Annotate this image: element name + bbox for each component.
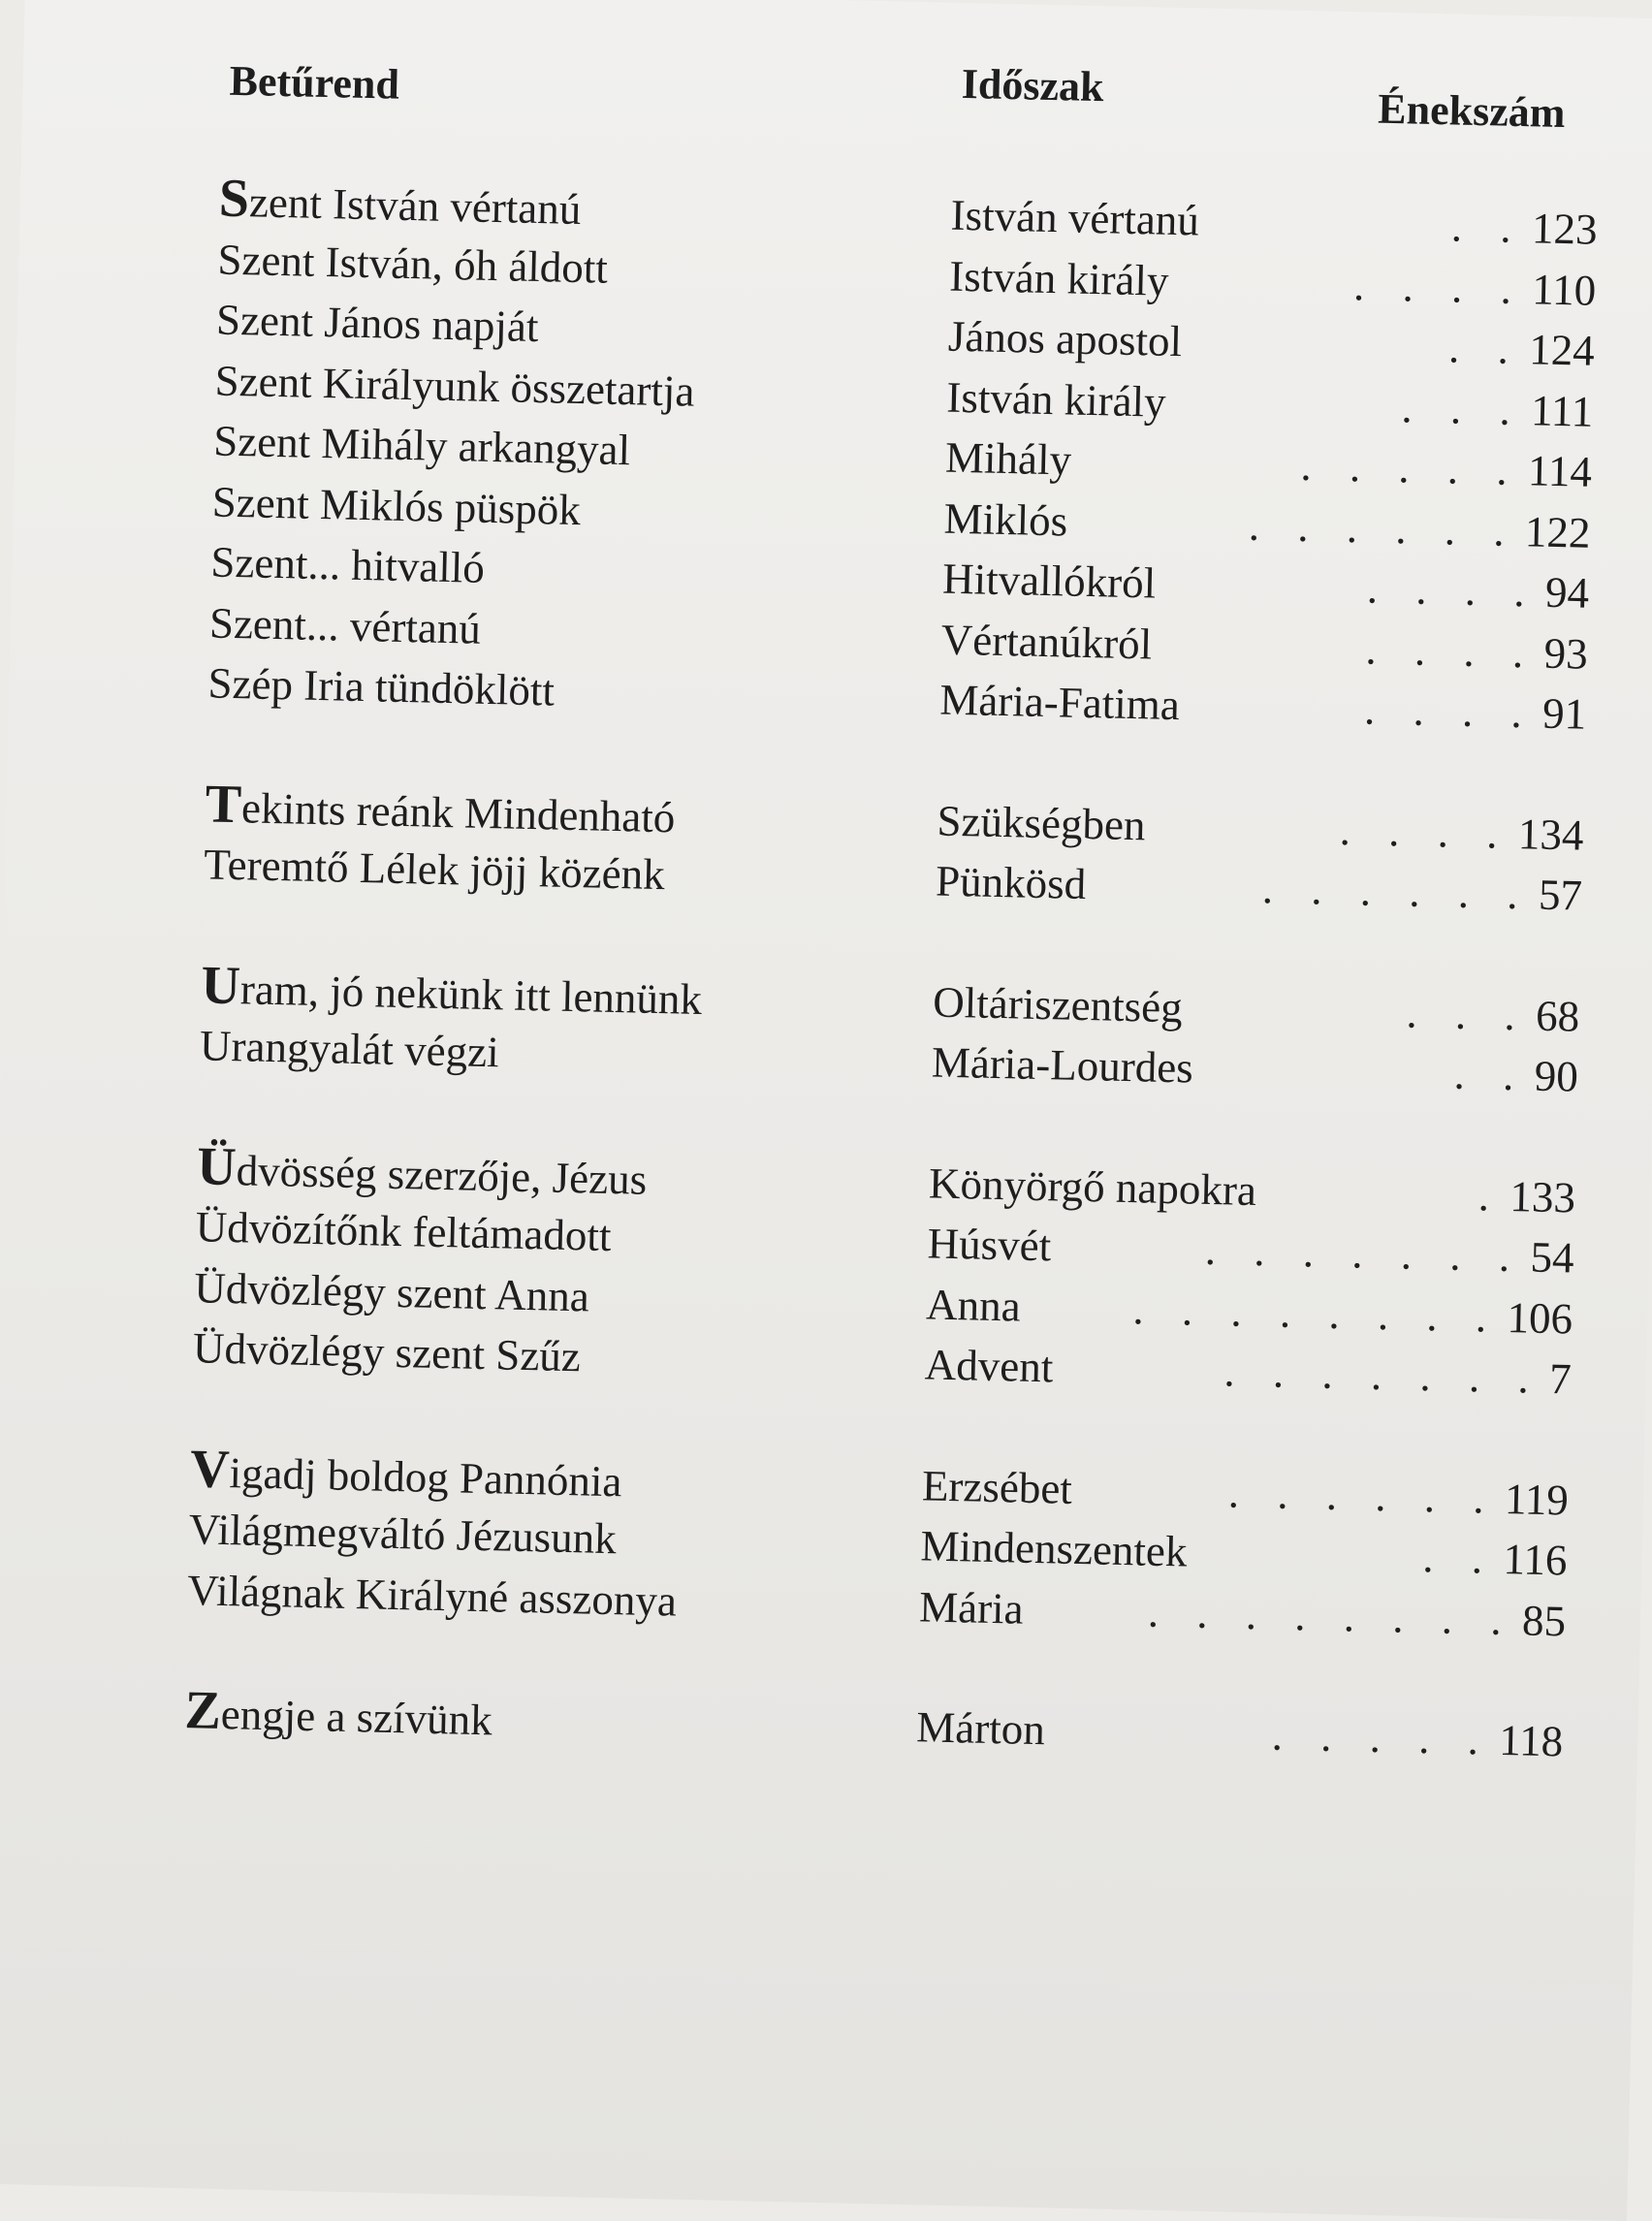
liturgical-period: Szükségben <box>937 796 1147 849</box>
dot-leader: . . . <box>1401 382 1525 434</box>
dot-leader: . . . . <box>1339 805 1512 858</box>
dot-leader: . <box>1477 1170 1504 1221</box>
liturgical-period: Vértanúkról <box>940 615 1153 668</box>
song-title: Szent... hitvalló <box>209 537 486 592</box>
liturgical-period: Mindenszentek <box>920 1521 1189 1576</box>
letter-group <box>9 164 1652 746</box>
dot-leader: . . . . . . <box>1248 500 1519 555</box>
liturgical-period: Anna <box>925 1279 1022 1331</box>
song-number: 93 <box>1543 628 1589 679</box>
dot-leader: . . . . . . . <box>1223 1347 1543 1403</box>
liturgical-period: Mária-Lourdes <box>931 1037 1194 1093</box>
song-number: 54 <box>1529 1232 1575 1283</box>
index-entries <box>0 164 1652 1834</box>
song-number: 119 <box>1504 1474 1570 1524</box>
group-initial-letter: Z <box>183 1680 222 1741</box>
dot-leader: . . <box>1421 1533 1497 1583</box>
song-number: 110 <box>1531 264 1597 315</box>
dot-leader: . . . . <box>1363 684 1537 738</box>
dot-leader: . . . . . . <box>1261 864 1533 919</box>
letter-group <box>5 769 1652 928</box>
song-title: Üdvözlégy szent Szűz <box>192 1323 582 1381</box>
liturgical-period: Advent <box>924 1340 1054 1392</box>
song-title: Teremtő Lélek jöjj közénk <box>203 840 666 900</box>
column-header-song-number: Énekszám <box>1377 84 1567 138</box>
song-title: Világnak Királyné asszonya <box>186 1565 678 1626</box>
song-title-rest: dvösség szerzője, Jézus <box>236 1145 648 1204</box>
song-number: 122 <box>1524 506 1592 557</box>
song-number: 90 <box>1534 1051 1579 1101</box>
group-initial-letter: V <box>189 1438 231 1500</box>
song-number: 68 <box>1535 991 1580 1041</box>
song-title: Szent Miklós püspök <box>211 476 582 534</box>
liturgical-period: Mária <box>918 1581 1025 1634</box>
group-initial-letter: Ü <box>196 1135 238 1197</box>
liturgical-period: Márton <box>915 1702 1046 1755</box>
song-title-rest: engje a szívünk <box>220 1690 493 1745</box>
dot-leader: . . . . <box>1352 260 1526 313</box>
liturgical-period: Mihály <box>944 432 1072 485</box>
song-number: 116 <box>1503 1534 1569 1585</box>
song-title-rest: ekints reánk Mindenható <box>240 782 676 841</box>
liturgical-period: Oltáriszentség <box>932 976 1184 1031</box>
song-title: Üdvözítőnk feltámadott <box>195 1202 613 1261</box>
song-title <box>218 169 582 239</box>
song-title: Urangyalát végzi <box>199 1021 500 1077</box>
liturgical-period: Hitvallókról <box>941 554 1157 608</box>
group-initial-letter: S <box>218 168 250 230</box>
song-number: 111 <box>1530 385 1594 436</box>
song-number: 85 <box>1521 1595 1567 1645</box>
dot-leader: . . . . . . . . <box>1147 1587 1516 1644</box>
liturgical-period: Miklós <box>943 493 1068 545</box>
liturgical-period: István király <box>945 372 1167 427</box>
song-number: 133 <box>1509 1171 1576 1222</box>
letter-group <box>0 1434 1644 1653</box>
song-number: 94 <box>1544 567 1590 618</box>
song-title-rest: zent István vértanú <box>248 177 582 235</box>
dot-leader: . . . . . <box>1271 1710 1493 1764</box>
liturgical-period: István király <box>948 251 1170 305</box>
column-header-alphabetical: Betűrend <box>229 56 400 109</box>
letter-group <box>0 950 1652 1109</box>
dot-leader: . . . . <box>1365 624 1538 678</box>
dot-leader: . . . . . . <box>1227 1468 1499 1523</box>
song-title: Szent Mihály arkangyal <box>212 416 631 475</box>
liturgical-period: Mária-Fatima <box>938 675 1181 730</box>
dot-leader: . . . . . <box>1299 440 1522 495</box>
song-number: 134 <box>1517 809 1585 860</box>
dot-leader: . . <box>1447 323 1523 374</box>
index-row <box>0 1676 1638 1774</box>
liturgical-period: Erzsébet <box>921 1460 1073 1513</box>
song-number: 57 <box>1538 870 1583 920</box>
song-number: 106 <box>1507 1292 1573 1344</box>
dot-leader: . . . . <box>1366 563 1540 617</box>
song-number: 91 <box>1541 688 1587 739</box>
song-title: Szent... vértanú <box>208 597 482 653</box>
group-initial-letter: U <box>200 954 241 1016</box>
song-title-rest: ram, jó nekünk itt lennünk <box>239 964 703 1024</box>
song-title: Szent Királyunk összetartja <box>214 356 696 416</box>
song-title: Szép Iria tündöklött <box>207 658 556 715</box>
song-number: 123 <box>1531 204 1599 254</box>
dot-leader: . . . . . . . <box>1204 1224 1524 1282</box>
song-number: 7 <box>1548 1354 1573 1404</box>
song-number: 118 <box>1498 1715 1564 1766</box>
song-title: Szent István, óh áldott <box>216 235 609 293</box>
column-header-period: Időszak <box>961 59 1105 111</box>
table-header <box>22 49 1652 155</box>
liturgical-period: István vértanú <box>950 190 1200 245</box>
song-number: 124 <box>1528 325 1596 375</box>
liturgical-period: Húsvét <box>927 1219 1052 1271</box>
song-title: Világmegváltó Jézusunk <box>188 1505 618 1564</box>
song-title: Szent János napját <box>215 295 540 352</box>
liturgical-period: Könyörgő napokra <box>928 1158 1257 1215</box>
dot-leader: . . <box>1450 202 1526 253</box>
song-title: Üdvözlégy szent Anna <box>193 1262 590 1321</box>
liturgical-period: János apostol <box>947 311 1183 366</box>
group-initial-letter: T <box>205 773 242 835</box>
song-number: 114 <box>1527 446 1593 496</box>
letter-group <box>0 1131 1651 1412</box>
liturgical-period: Pünkösd <box>935 856 1087 909</box>
dot-leader: . . . . . . . . <box>1132 1284 1501 1342</box>
dot-leader: . . <box>1453 1049 1528 1100</box>
song-title <box>184 1680 493 1750</box>
dot-leader: . . . <box>1406 988 1530 1039</box>
song-title-rest: igadj boldog Pannónia <box>229 1447 623 1506</box>
letter-group <box>0 1676 1638 1774</box>
